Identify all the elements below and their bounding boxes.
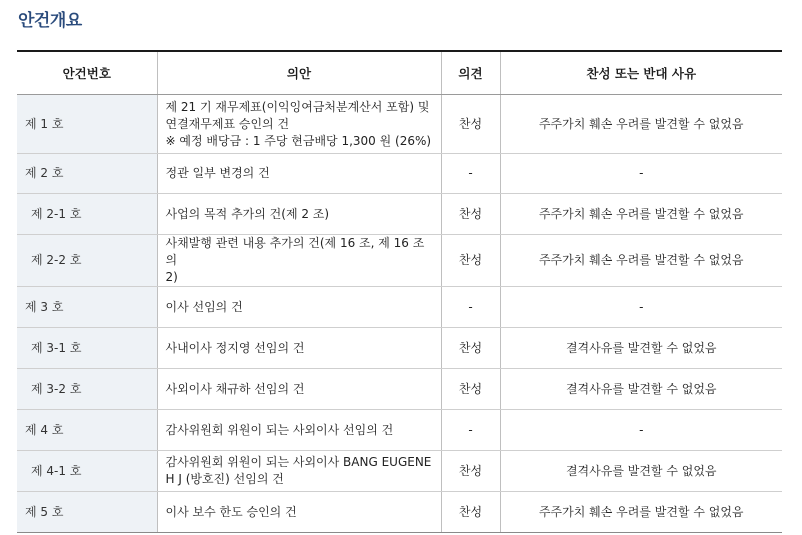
- agenda-title: [157, 369, 441, 410]
- reason: 결격사유를 발견할 수 없었음: [500, 328, 782, 369]
- agenda-number: 제 3-1 호: [17, 328, 157, 369]
- reason: 주주가치 훼손 우려를 발견할 수 없었음: [500, 235, 782, 287]
- opinion: 찬성: [441, 328, 500, 369]
- reason: 결격사유를 발견할 수 없었음: [500, 369, 782, 410]
- opinion: -: [441, 287, 500, 328]
- header-agenda-number: 안건번호: [17, 51, 157, 95]
- agenda-number: 제 4 호: [17, 410, 157, 451]
- agenda-title-line: 사내이사 정지영 선임의 건: [165, 340, 305, 355]
- opinion: -: [441, 410, 500, 451]
- table-header-row: [17, 51, 782, 95]
- agenda-table: [17, 50, 782, 533]
- page-title: 안건개요: [18, 11, 82, 31]
- agenda-title-line: 사외이사 채규하 선임의 건: [165, 381, 305, 396]
- agenda-title-line: 제 21 기 재무제표(이익잉여금처분계산서 포함) 및: [165, 99, 430, 114]
- table-row: [17, 369, 782, 410]
- agenda-number: 제 5 호: [17, 492, 157, 533]
- agenda-title-line: 이사 보수 한도 승인의 건: [165, 504, 297, 519]
- agenda-title: [157, 410, 441, 451]
- opinion: -: [441, 154, 500, 194]
- agenda-title: [157, 492, 441, 533]
- agenda-title-line: 사채발행 관련 내용 추가의 건(제 16 조, 제 16 조의: [165, 236, 425, 267]
- agenda-number: 제 3-2 호: [17, 369, 157, 410]
- table-row: [17, 235, 782, 287]
- agenda-title: [157, 194, 441, 235]
- header-opinion: 의견: [441, 51, 500, 95]
- agenda-title-line: 2): [165, 270, 178, 284]
- agenda-title: [157, 95, 441, 154]
- table-row: [17, 287, 782, 328]
- table-row: [17, 328, 782, 369]
- table-row: [17, 95, 782, 154]
- opinion: 찬성: [441, 369, 500, 410]
- agenda-title: [157, 154, 441, 194]
- header-agenda: 의안: [157, 51, 441, 95]
- agenda-title: [157, 451, 441, 492]
- agenda-title: [157, 287, 441, 328]
- agenda-title-line: 이사 선임의 건: [165, 299, 243, 314]
- agenda-number: 제 2-2 호: [17, 235, 157, 287]
- reason: 주주가치 훼손 우려를 발견할 수 없었음: [500, 95, 782, 154]
- opinion: 찬성: [441, 492, 500, 533]
- table-row: [17, 451, 782, 492]
- reason: -: [500, 410, 782, 451]
- agenda-title-line: 연결재무제표 승인의 건: [165, 116, 290, 131]
- agenda-title: [157, 235, 441, 287]
- opinion: 찬성: [441, 451, 500, 492]
- agenda-number: 제 4-1 호: [17, 451, 157, 492]
- agenda-number: 제 2-1 호: [17, 194, 157, 235]
- header-reason: 찬성 또는 반대 사유: [500, 51, 782, 95]
- table-row: [17, 492, 782, 533]
- agenda-number: 제 2 호: [17, 154, 157, 194]
- agenda-title: [157, 328, 441, 369]
- agenda-title-line: H J (방호진) 선임의 건: [165, 472, 284, 486]
- reason: 주주가치 훼손 우려를 발견할 수 없었음: [500, 194, 782, 235]
- agenda-number: 제 1 호: [17, 95, 157, 154]
- table-row: [17, 194, 782, 235]
- opinion: 찬성: [441, 194, 500, 235]
- table-row: [17, 410, 782, 451]
- agenda-title-line: 사업의 목적 추가의 건(제 2 조): [165, 206, 330, 221]
- agenda-title-line: 감사위원회 위원이 되는 사외이사 선임의 건: [165, 422, 394, 437]
- table-row: [17, 154, 782, 194]
- agenda-title-line: ※ 예정 배당금 : 1 주당 현금배당 1,300 원 (26%): [165, 133, 432, 148]
- agenda-title-line: 정관 일부 변경의 건: [165, 166, 270, 180]
- agenda-number: 제 3 호: [17, 287, 157, 328]
- reason: -: [500, 287, 782, 328]
- reason: -: [500, 154, 782, 194]
- agenda-title-line: 감사위원회 위원이 되는 사외이사 BANG EUGENE: [165, 455, 432, 469]
- reason: 주주가치 훼손 우려를 발견할 수 없었음: [500, 492, 782, 533]
- reason: 결격사유를 발견할 수 없었음: [500, 451, 782, 492]
- opinion: 찬성: [441, 235, 500, 287]
- opinion: 찬성: [441, 95, 500, 154]
